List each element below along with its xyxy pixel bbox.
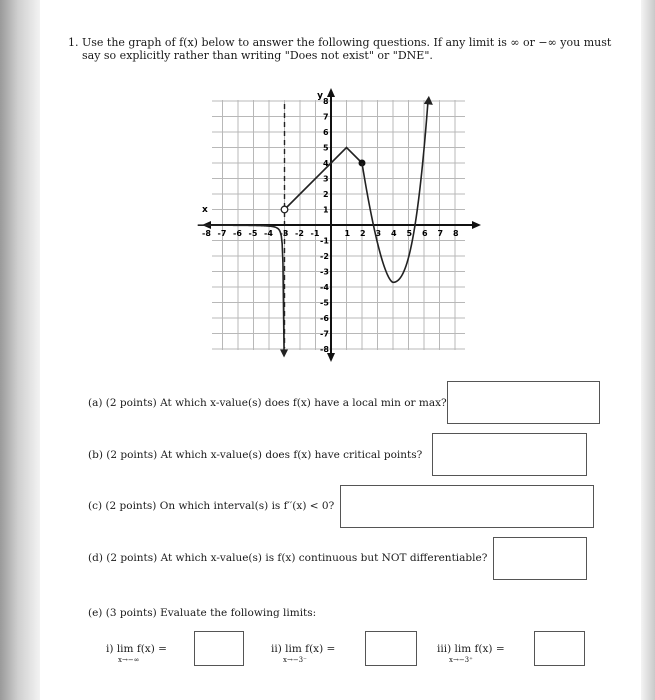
y-tick-label: -5 [320, 298, 329, 308]
x-axis-label: x [202, 205, 208, 215]
x-tick-label: 4 [391, 229, 397, 238]
y-tick-label: 4 [323, 159, 329, 168]
limit-ii-subscript: x→−3⁻ [283, 656, 307, 664]
question-d: (d) (2 points) At which x-value(s) is f(x) continuous but NOT differentiable? [88, 552, 488, 564]
question-c: (c) (2 points) On which interval(s) is f′′(x) < 0? [88, 500, 335, 512]
y-tick-label: 5 [323, 143, 329, 153]
y-tick-label: -2 [320, 252, 329, 261]
y-tick-label: -7 [320, 329, 329, 339]
question-e: (e) (3 points) Evaluate the following limits: [88, 607, 317, 619]
limit-ii-prefix: ii) [271, 643, 282, 655]
x-tick-label: 2 [360, 229, 366, 238]
limit-i-label [106, 643, 167, 655]
curve-right-branch [362, 103, 428, 282]
question-b: (b) (2 points) At which x-value(s) does f(x) have critical points? [88, 449, 423, 461]
curve-left-branch [198, 225, 284, 350]
y-tick-label: -3 [320, 267, 329, 277]
x-tick-label: 6 [422, 229, 428, 238]
problem-instructions: Use the graph of f(x) below to answer the following questions. If any limit is ∞ or −∞ you must say so explicitly rather than writing "Does not exist" or "DNE". [82, 36, 612, 62]
y-tick-label: -8 [320, 345, 329, 354]
y-tick-label: 8 [323, 97, 329, 106]
x-tick-label: 8 [453, 229, 459, 238]
graph-svg [195, 85, 495, 365]
limit-i [106, 643, 196, 667]
y-tick-label: -1 [320, 236, 329, 246]
answer-box-b[interactable] [432, 433, 587, 476]
x-tick-label: -3 [279, 229, 289, 238]
x-tick-label: -2 [295, 229, 304, 238]
answer-box-limit-ii[interactable] [365, 631, 417, 666]
limit-ii [271, 643, 366, 667]
y-tick-label: 7 [323, 112, 329, 122]
x-tick-label: -6 [233, 229, 242, 238]
page-shadow-left [0, 0, 40, 700]
y-tick-label: 6 [323, 128, 329, 137]
limit-ii-expr: lim f(x) = [285, 643, 336, 655]
curve-left-arrow-down [280, 350, 288, 358]
x-tick-label: -7 [217, 229, 227, 238]
x-tick-label: 5 [406, 229, 413, 238]
answer-box-c[interactable] [340, 485, 594, 528]
y-tick-label: 2 [323, 190, 329, 199]
x-tick-label: 7 [437, 229, 444, 238]
y-tick-label: 1 [323, 205, 329, 215]
limit-iii-label [437, 643, 505, 655]
x-tick-label: -8 [202, 229, 211, 238]
limit-i-expr: lim f(x) = [116, 643, 167, 655]
answer-box-a[interactable] [447, 381, 600, 424]
x-tick-label: 3 [375, 229, 382, 238]
y-axis-arrow-down [327, 353, 335, 362]
y-axis-label: y [317, 91, 323, 101]
limit-ii-label [271, 643, 335, 655]
curve-right-arrow-up [424, 96, 433, 105]
answer-box-d[interactable] [493, 537, 587, 580]
page-shadow-right [641, 0, 655, 700]
open-point [281, 206, 288, 213]
x-axis-arrow-right [472, 221, 481, 229]
question-a: (a) (2 points) At which x-value(s) does f(x) have a local min or max? [88, 397, 447, 409]
x-tick-label: -5 [248, 229, 258, 238]
limit-i-prefix: i) [106, 643, 114, 655]
limit-iii [437, 643, 535, 667]
y-tick-label: -4 [320, 283, 329, 292]
answer-box-limit-i[interactable] [194, 631, 244, 666]
y-axis-arrow-up [327, 88, 335, 97]
problem-number: 1. [68, 36, 79, 49]
limit-iii-prefix: iii) [437, 643, 452, 655]
x-tick-label: 1 [344, 229, 351, 238]
answer-box-limit-iii[interactable] [534, 631, 585, 666]
limit-i-subscript: x→−∞ [118, 656, 140, 664]
x-tick-label: -4 [264, 229, 273, 238]
y-tick-label: 3 [323, 174, 329, 184]
function-graph [195, 85, 495, 365]
limit-iii-subscript: x→−3⁺ [449, 656, 473, 664]
limit-iii-expr: lim f(x) = [454, 643, 505, 655]
y-tick-label: -6 [320, 314, 329, 323]
x-tick-label: -1 [310, 229, 320, 238]
